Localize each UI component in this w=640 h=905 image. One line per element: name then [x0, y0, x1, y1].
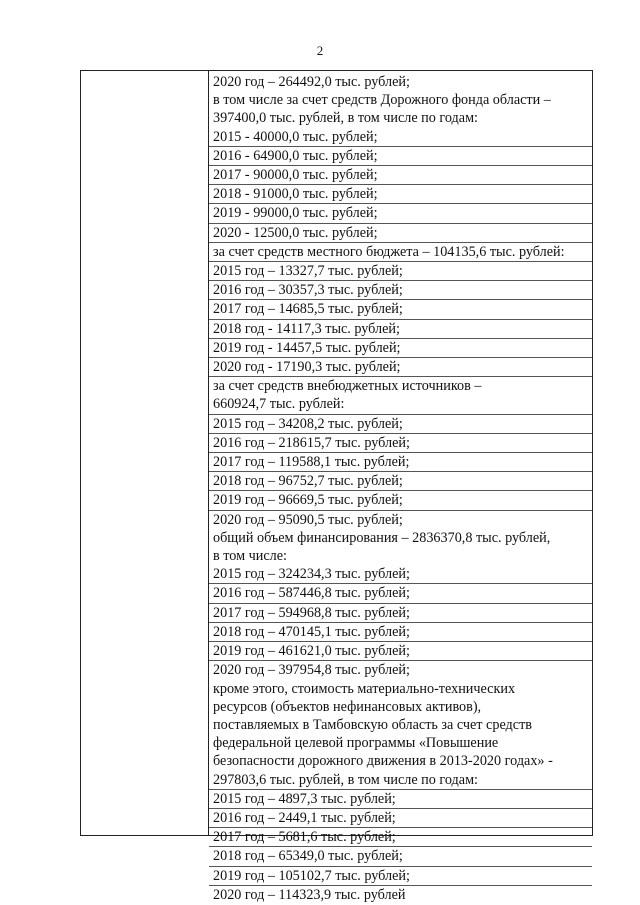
table-right-column — [209, 71, 592, 903]
text-line: 2017 год – 594968,8 тыс. рублей; — [209, 604, 592, 623]
text-line: 297803,6 тыс. рублей, в том числе по годам: — [209, 771, 592, 790]
text-line: 2019 год – 96669,5 тыс. рублей; — [209, 491, 592, 510]
financing-table — [80, 70, 593, 903]
text-line: 2017 год – 5681,6 тыс. рублей; — [209, 828, 592, 847]
text-line: общий объем финансирования – 2836370,8 тыс. рублей, — [213, 529, 551, 546]
text-line: за счет средств внебюджетных источников – — [213, 378, 482, 395]
text-line: федеральной целевой программы «Повышение — [213, 735, 499, 752]
text-line: 2018 год – 65349,0 тыс. рублей; — [209, 847, 592, 866]
text-line: 2015 год – 4897,3 тыс. рублей; — [209, 790, 592, 809]
text-line: 2019 - 99000,0 тыс. рублей; — [209, 204, 592, 223]
text-line: 2020 год – 114323,9 тыс. рублей — [213, 886, 406, 903]
text-line: 2019 год - 14457,5 тыс. рублей; — [209, 339, 592, 358]
text-line: 2020 - 12500,0 тыс. рублей; — [209, 224, 592, 243]
text-line: 2015 год – 34208,2 тыс. рублей; — [209, 415, 592, 434]
text-line: 660924,7 тыс. рублей: — [209, 395, 592, 414]
text-line: 2018 год – 96752,7 тыс. рублей; — [209, 472, 592, 491]
text-line: поставляемых в Тамбовскую область за счет средств — [213, 716, 532, 733]
text-line: в том числе за счет средств Дорожного фонда области – — [213, 92, 551, 109]
text-line: за счет средств местного бюджета – 104135,6 тыс. рублей: — [209, 243, 592, 262]
text-line: кроме этого, стоимость материально-технических — [213, 680, 516, 697]
text-line: безопасности дорожного движения в 2013-2020 годах» - — [213, 753, 553, 770]
text-line: в том числе: — [213, 548, 287, 565]
text-line: 2020 год - 17190,3 тыс. рублей; — [209, 358, 592, 377]
text-line: 2018 - 91000,0 тыс. рублей; — [209, 185, 592, 204]
text-line: 2016 год – 2449,1 тыс. рублей; — [209, 809, 592, 828]
text-line: 2016 год – 218615,7 тыс. рублей; — [209, 434, 592, 453]
text-line: 2020 год – 264492,0 тыс. рублей; — [213, 74, 410, 90]
text-line: 2016 - 64900,0 тыс. рублей; — [209, 147, 592, 166]
text-line: 2016 год – 30357,3 тыс. рублей; — [209, 281, 592, 300]
text-line: ресурсов (объектов нефинансовых активов), — [213, 698, 482, 715]
text-line: 397400,0 тыс. рублей, в том числе по годам: — [213, 110, 478, 127]
text-line: 2015 год – 324234,3 тыс. рублей; — [209, 565, 592, 584]
table-left-column — [81, 71, 209, 835]
text-line: 2017 - 90000,0 тыс. рублей; — [209, 166, 592, 185]
text-line: 2017 год – 14685,5 тыс. рублей; — [209, 300, 592, 319]
text-line: 2019 год – 461621,0 тыс. рублей; — [209, 642, 592, 661]
text-line: 2016 год – 587446,8 тыс. рублей; — [209, 584, 592, 603]
page-number: 2 — [316, 43, 324, 58]
text-line: 2018 год - 14117,3 тыс. рублей; — [209, 320, 592, 339]
text-line: 2020 год – 95090,5 тыс. рублей; — [213, 511, 403, 528]
text-line: 2015 год – 13327,7 тыс. рублей; — [209, 262, 592, 281]
text-line: 2015 - 40000,0 тыс. рублей; — [209, 128, 592, 147]
text-line: 2019 год – 105102,7 тыс. рублей; — [209, 867, 592, 886]
text-line: 2018 год – 470145,1 тыс. рублей; — [209, 623, 592, 642]
text-line: 2020 год – 397954,8 тыс. рублей; — [213, 662, 410, 679]
text-line: 2017 год – 119588,1 тыс. рублей; — [209, 453, 592, 472]
